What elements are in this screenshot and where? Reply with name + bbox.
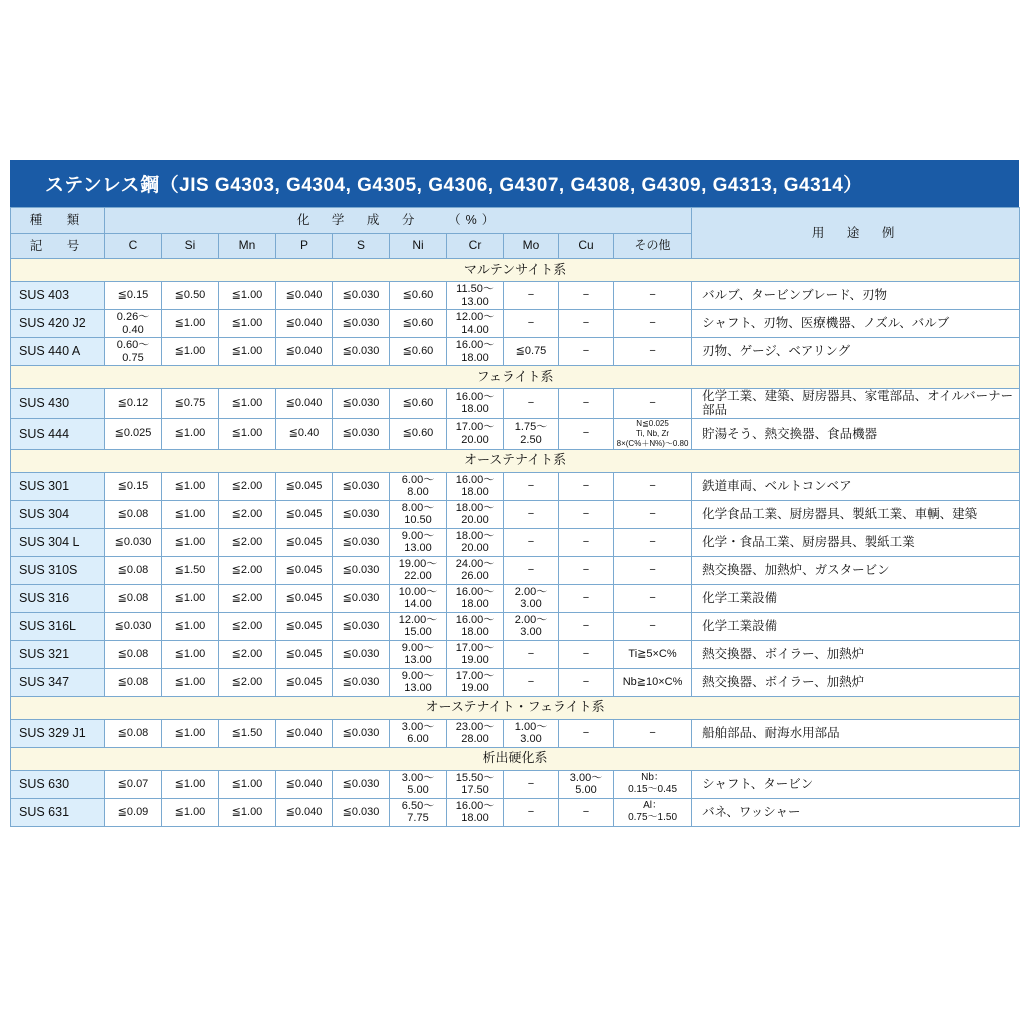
cell-usage: 刃物、ゲージ、ベアリング [692, 338, 1020, 366]
cell-mo: − [504, 500, 559, 528]
steel-grade-name: SUS 304 L [11, 528, 105, 556]
steel-grade-name: SUS 301 [11, 472, 105, 500]
cell-other: − [614, 472, 692, 500]
cell-c: ≦0.08 [105, 584, 162, 612]
table-row [11, 612, 1020, 640]
cell-mo: − [504, 770, 559, 798]
cell-p: ≦0.045 [276, 472, 333, 500]
cell-ni: 9.00〜 13.00 [390, 528, 447, 556]
cell-mn: ≦1.00 [219, 418, 276, 449]
cell-s: ≦0.030 [333, 770, 390, 798]
cell-c: ≦0.09 [105, 798, 162, 826]
cell-usage: 化学食品工業、厨房器具、製紙工業、車輌、建築 [692, 500, 1020, 528]
cell-p: ≦0.040 [276, 310, 333, 338]
cell-s: ≦0.030 [333, 584, 390, 612]
cell-c: ≦0.12 [105, 389, 162, 419]
cell-usage: 熱交換器、加熱炉、ガスタービン [692, 556, 1020, 584]
cell-cr: 18.00〜 20.00 [447, 528, 504, 556]
spec-table [10, 207, 1020, 827]
cell-mo: 1.00〜 3.00 [504, 719, 559, 747]
jis-stainless-steel-table [10, 160, 1019, 827]
steel-grade-name: SUS 347 [11, 668, 105, 696]
cell-si: ≦1.00 [162, 472, 219, 500]
cell-s: ≦0.030 [333, 310, 390, 338]
table-row [11, 770, 1020, 798]
cell-si: ≦1.00 [162, 528, 219, 556]
group-row [11, 366, 1020, 389]
header-symbol: 記 号 [11, 234, 105, 259]
cell-usage: 化学工業、建築、厨房器具、家電部品、オイルバーナー部品 [692, 389, 1020, 419]
cell-ni: 12.00〜 15.00 [390, 612, 447, 640]
cell-cr: 18.00〜 20.00 [447, 500, 504, 528]
cell-p: ≦0.040 [276, 389, 333, 419]
cell-si: ≦1.00 [162, 500, 219, 528]
header-element-mn2: Mn [219, 234, 276, 259]
cell-usage: シャフト、刃物、医療機器、ノズル、バルブ [692, 310, 1020, 338]
cell-mn: ≦2.00 [219, 500, 276, 528]
cell-si: ≦1.00 [162, 612, 219, 640]
cell-cr: 17.00〜 20.00 [447, 418, 504, 449]
cell-s: ≦0.030 [333, 668, 390, 696]
cell-p: ≦0.045 [276, 528, 333, 556]
cell-mn: ≦2.00 [219, 668, 276, 696]
table-row [11, 282, 1020, 310]
cell-si: ≦1.00 [162, 640, 219, 668]
cell-mn: ≦1.00 [219, 282, 276, 310]
cell-cu: − [559, 418, 614, 449]
cell-c: ≦0.15 [105, 282, 162, 310]
cell-cr: 17.00〜 19.00 [447, 668, 504, 696]
cell-ni: 19.00〜 22.00 [390, 556, 447, 584]
cell-other: Al： 0.75〜1.50 [614, 798, 692, 826]
cell-cu: 3.00〜 5.00 [559, 770, 614, 798]
cell-usage: 鉄道車両、ベルトコンベア [692, 472, 1020, 500]
cell-cu: − [559, 556, 614, 584]
cell-c: ≦0.07 [105, 770, 162, 798]
cell-si: ≦1.00 [162, 668, 219, 696]
cell-si: ≦1.00 [162, 798, 219, 826]
cell-cr: 16.00〜 18.00 [447, 472, 504, 500]
cell-other: Nb： 0.15〜0.45 [614, 770, 692, 798]
cell-mo: − [504, 472, 559, 500]
cell-c: 0.26〜 0.40 [105, 310, 162, 338]
group-label: オーステナイト系 [11, 449, 1020, 472]
cell-other: − [614, 282, 692, 310]
cell-cr: 16.00〜 18.00 [447, 612, 504, 640]
cell-si: ≦0.75 [162, 389, 219, 419]
cell-si: ≦1.00 [162, 338, 219, 366]
cell-s: ≦0.030 [333, 282, 390, 310]
cell-s: ≦0.030 [333, 556, 390, 584]
cell-mo: − [504, 668, 559, 696]
cell-mo: − [504, 556, 559, 584]
cell-mo: − [504, 798, 559, 826]
cell-cr: 16.00〜 18.00 [447, 389, 504, 419]
header-element-cr6: Cr [447, 234, 504, 259]
cell-ni: 9.00〜 13.00 [390, 668, 447, 696]
cell-mo: 1.75〜 2.50 [504, 418, 559, 449]
cell-ni: 6.50〜 7.75 [390, 798, 447, 826]
cell-cr: 16.00〜 18.00 [447, 338, 504, 366]
cell-ni: 3.00〜 6.00 [390, 719, 447, 747]
cell-usage: 熱交換器、ボイラー、加熱炉 [692, 640, 1020, 668]
header-element-s4: S [333, 234, 390, 259]
cell-cr: 24.00〜 26.00 [447, 556, 504, 584]
table-row [11, 338, 1020, 366]
cell-mn: ≦2.00 [219, 584, 276, 612]
steel-grade-name: SUS 321 [11, 640, 105, 668]
cell-s: ≦0.030 [333, 500, 390, 528]
cell-usage: バルブ、タービンブレード、刃物 [692, 282, 1020, 310]
cell-other: − [614, 612, 692, 640]
cell-c: ≦0.08 [105, 668, 162, 696]
cell-cr: 16.00〜 18.00 [447, 798, 504, 826]
cell-mo: ≦0.75 [504, 338, 559, 366]
cell-other: Nb≧10×C% [614, 668, 692, 696]
cell-mn: ≦1.50 [219, 719, 276, 747]
header-element-si1: Si [162, 234, 219, 259]
cell-usage: 化学・食品工業、厨房器具、製紙工業 [692, 528, 1020, 556]
cell-s: ≦0.030 [333, 719, 390, 747]
cell-p: ≦0.40 [276, 418, 333, 449]
steel-grade-name: SUS 316L [11, 612, 105, 640]
cell-c: ≦0.08 [105, 500, 162, 528]
cell-si: ≦1.00 [162, 719, 219, 747]
cell-s: ≦0.030 [333, 418, 390, 449]
cell-other: − [614, 528, 692, 556]
cell-other: − [614, 584, 692, 612]
cell-si: ≦1.00 [162, 418, 219, 449]
table-row [11, 528, 1020, 556]
cell-mn: ≦2.00 [219, 556, 276, 584]
cell-cr: 12.00〜 14.00 [447, 310, 504, 338]
cell-mn: ≦1.00 [219, 798, 276, 826]
cell-c: ≦0.08 [105, 640, 162, 668]
steel-grade-name: SUS 440 A [11, 338, 105, 366]
cell-si: ≦1.00 [162, 584, 219, 612]
cell-other: − [614, 719, 692, 747]
cell-c: ≦0.08 [105, 719, 162, 747]
cell-cr: 15.50〜 17.50 [447, 770, 504, 798]
cell-usage: シャフト、タービン [692, 770, 1020, 798]
group-row [11, 449, 1020, 472]
cell-other: − [614, 310, 692, 338]
cell-cr: 17.00〜 19.00 [447, 640, 504, 668]
header-element-mo7: Mo [504, 234, 559, 259]
cell-si: ≦0.50 [162, 282, 219, 310]
cell-cu: − [559, 798, 614, 826]
table-row [11, 668, 1020, 696]
cell-c: 0.60〜 0.75 [105, 338, 162, 366]
cell-mn: ≦1.00 [219, 770, 276, 798]
cell-ni: ≦0.60 [390, 310, 447, 338]
cell-p: ≦0.045 [276, 584, 333, 612]
cell-cu: − [559, 338, 614, 366]
table-row [11, 310, 1020, 338]
cell-cu: − [559, 612, 614, 640]
cell-ni: ≦0.60 [390, 338, 447, 366]
header-element-c0: C [105, 234, 162, 259]
cell-mo: − [504, 282, 559, 310]
cell-mn: ≦2.00 [219, 612, 276, 640]
cell-s: ≦0.030 [333, 640, 390, 668]
cell-cu: − [559, 310, 614, 338]
steel-grade-name: SUS 316 [11, 584, 105, 612]
cell-cu: − [559, 500, 614, 528]
cell-cr: 11.50〜 13.00 [447, 282, 504, 310]
steel-grade-name: SUS 631 [11, 798, 105, 826]
cell-p: ≦0.045 [276, 612, 333, 640]
cell-other: − [614, 389, 692, 419]
cell-usage: バネ、ワッシャー [692, 798, 1020, 826]
cell-s: ≦0.030 [333, 389, 390, 419]
cell-mo: 2.00〜 3.00 [504, 612, 559, 640]
cell-usage: 化学工業設備 [692, 612, 1020, 640]
cell-cu: − [559, 640, 614, 668]
header-kind: 種 類 [11, 208, 105, 234]
cell-c: ≦0.030 [105, 612, 162, 640]
cell-si: ≦1.50 [162, 556, 219, 584]
cell-cu: − [559, 282, 614, 310]
cell-p: ≦0.040 [276, 770, 333, 798]
cell-other: − [614, 338, 692, 366]
cell-usage: 熱交換器、ボイラー、加熱炉 [692, 668, 1020, 696]
group-row [11, 696, 1020, 719]
group-label: オーステナイト・フェライト系 [11, 696, 1020, 719]
table-row [11, 719, 1020, 747]
cell-mo: 2.00〜 3.00 [504, 584, 559, 612]
cell-other: N≦0.025 Ti, Nb, Zr 8×(C%＋N%)〜0.80 [614, 418, 692, 449]
cell-mn: ≦1.00 [219, 338, 276, 366]
cell-p: ≦0.040 [276, 282, 333, 310]
cell-mo: − [504, 389, 559, 419]
table-row [11, 640, 1020, 668]
cell-ni: ≦0.60 [390, 389, 447, 419]
cell-p: ≦0.045 [276, 640, 333, 668]
cell-p: ≦0.040 [276, 719, 333, 747]
cell-mn: ≦1.00 [219, 389, 276, 419]
header-element-ni5: Ni [390, 234, 447, 259]
cell-p: ≦0.040 [276, 798, 333, 826]
cell-c: ≦0.025 [105, 418, 162, 449]
cell-si: ≦1.00 [162, 770, 219, 798]
cell-mo: − [504, 310, 559, 338]
group-label: フェライト系 [11, 366, 1020, 389]
steel-grade-name: SUS 310S [11, 556, 105, 584]
table-row [11, 584, 1020, 612]
group-row [11, 259, 1020, 282]
cell-cr: 23.00〜 28.00 [447, 719, 504, 747]
cell-c: ≦0.15 [105, 472, 162, 500]
steel-grade-name: SUS 630 [11, 770, 105, 798]
cell-mo: − [504, 528, 559, 556]
cell-usage: 貯湯そう、熱交換器、食品機器 [692, 418, 1020, 449]
cell-p: ≦0.045 [276, 668, 333, 696]
cell-cu: − [559, 584, 614, 612]
group-label: マルテンサイト系 [11, 259, 1020, 282]
cell-usage: 船舶部品、耐海水用部品 [692, 719, 1020, 747]
cell-ni: 3.00〜 5.00 [390, 770, 447, 798]
header-element-p3: P [276, 234, 333, 259]
table-row [11, 500, 1020, 528]
header-element-9: その他 [614, 234, 692, 259]
cell-cu: − [559, 528, 614, 556]
cell-cu: − [559, 389, 614, 419]
table-row [11, 798, 1020, 826]
cell-s: ≦0.030 [333, 338, 390, 366]
cell-ni: 10.00〜 14.00 [390, 584, 447, 612]
cell-ni: 9.00〜 13.00 [390, 640, 447, 668]
cell-s: ≦0.030 [333, 472, 390, 500]
steel-grade-name: SUS 444 [11, 418, 105, 449]
cell-p: ≦0.045 [276, 556, 333, 584]
cell-s: ≦0.030 [333, 798, 390, 826]
table-title: ステンレス鋼（JIS G4303, G4304, G4305, G4306, G4307, G4308, G4309, G4313, G4314） [10, 160, 1019, 207]
steel-grade-name: SUS 403 [11, 282, 105, 310]
cell-c: ≦0.08 [105, 556, 162, 584]
group-label: 析出硬化系 [11, 747, 1020, 770]
cell-other: − [614, 500, 692, 528]
cell-ni: ≦0.60 [390, 418, 447, 449]
cell-ni: 8.00〜 10.50 [390, 500, 447, 528]
cell-usage: 化学工業設備 [692, 584, 1020, 612]
table-row [11, 389, 1020, 419]
cell-p: ≦0.045 [276, 500, 333, 528]
cell-mn: ≦2.00 [219, 472, 276, 500]
header-chemical-composition: 化 学 成 分 （%） [105, 208, 692, 234]
cell-other: Ti≧5×C% [614, 640, 692, 668]
cell-mn: ≦2.00 [219, 528, 276, 556]
cell-s: ≦0.030 [333, 612, 390, 640]
cell-ni: 6.00〜 8.00 [390, 472, 447, 500]
cell-c: ≦0.030 [105, 528, 162, 556]
table-row [11, 418, 1020, 449]
steel-grade-name: SUS 420 J2 [11, 310, 105, 338]
steel-grade-name: SUS 304 [11, 500, 105, 528]
table-header-row-1 [11, 208, 1020, 234]
steel-grade-name: SUS 329 J1 [11, 719, 105, 747]
cell-si: ≦1.00 [162, 310, 219, 338]
cell-mo: − [504, 640, 559, 668]
cell-ni: ≦0.60 [390, 282, 447, 310]
cell-cu: − [559, 668, 614, 696]
cell-p: ≦0.040 [276, 338, 333, 366]
cell-other: − [614, 556, 692, 584]
header-element-cu8: Cu [559, 234, 614, 259]
table-row [11, 472, 1020, 500]
cell-cu: − [559, 472, 614, 500]
cell-cu: − [559, 719, 614, 747]
group-row [11, 747, 1020, 770]
table-row [11, 556, 1020, 584]
cell-cr: 16.00〜 18.00 [447, 584, 504, 612]
cell-mn: ≦2.00 [219, 640, 276, 668]
steel-grade-name: SUS 430 [11, 389, 105, 419]
header-usage: 用 途 例 [692, 208, 1020, 259]
cell-s: ≦0.030 [333, 528, 390, 556]
cell-mn: ≦1.00 [219, 310, 276, 338]
